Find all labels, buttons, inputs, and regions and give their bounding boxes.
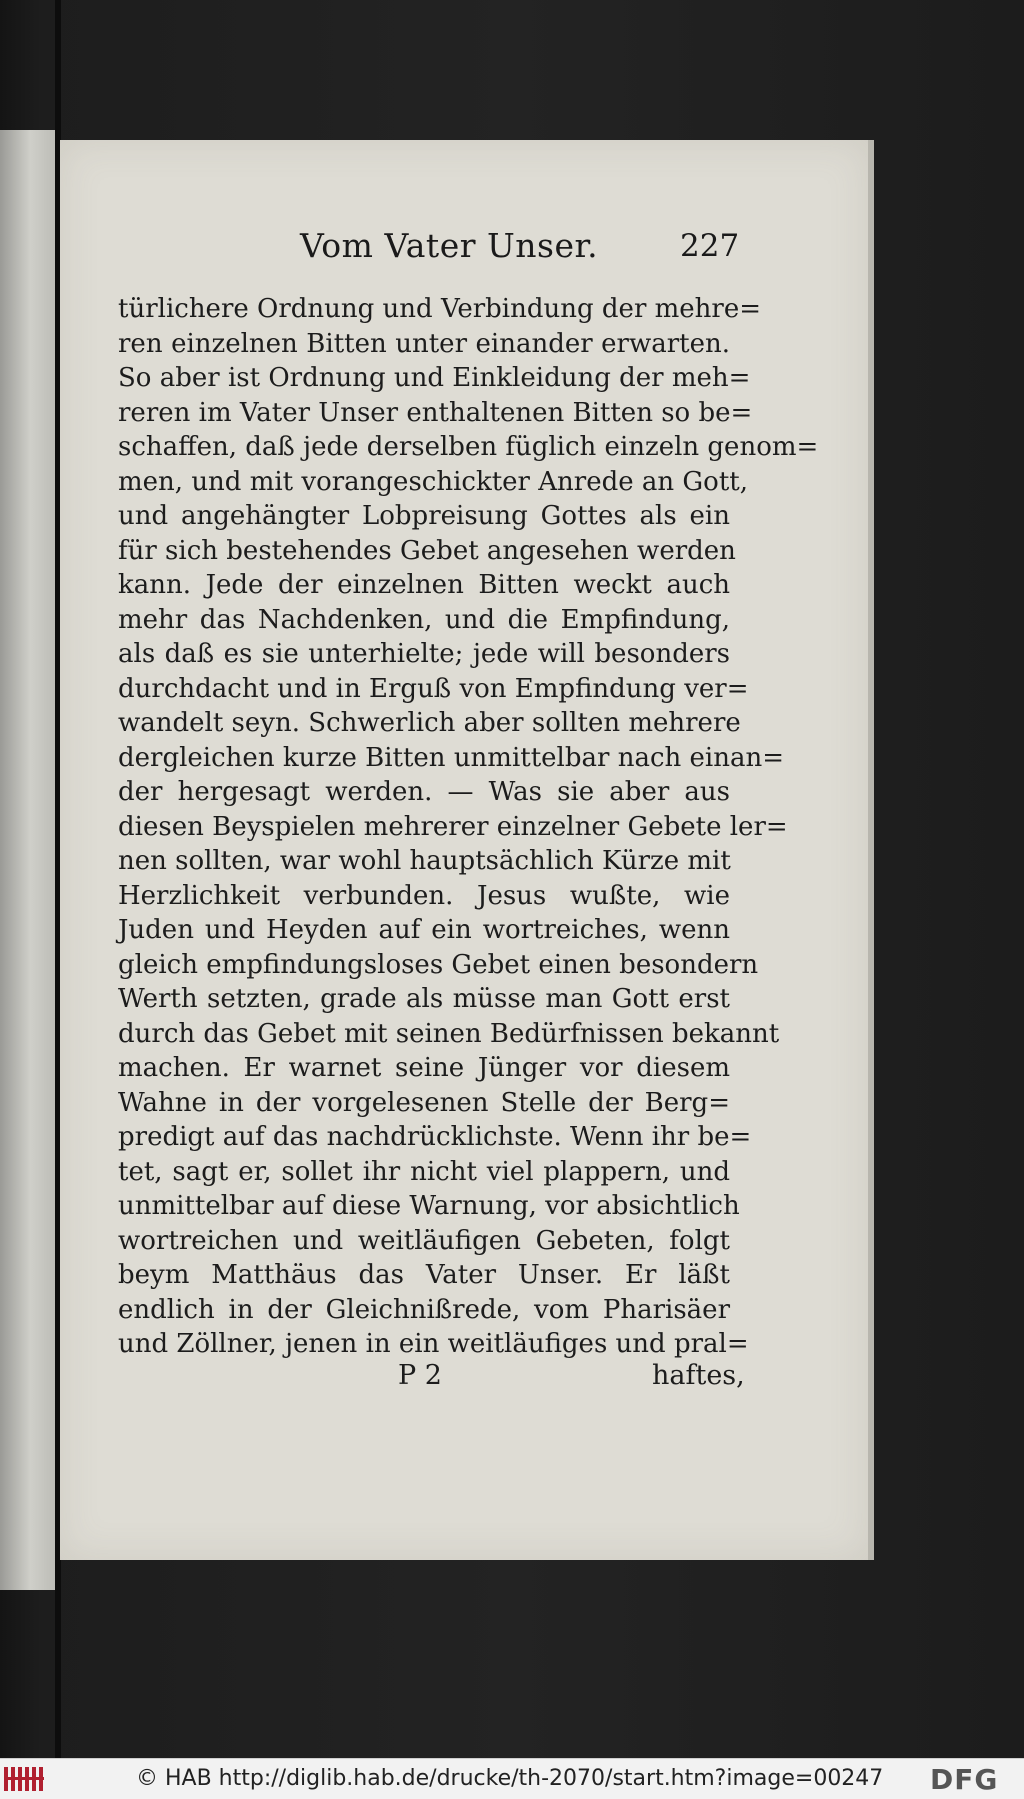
text-line: für sich bestehendes Gebet angesehen werden: [118, 535, 736, 566]
catchword: haftes,: [652, 1360, 745, 1391]
text-line: reren im Vater Unser enthaltenen Bitten so be=: [118, 397, 753, 428]
text-line: durchdacht und in Erguß von Empfindung ver=: [118, 673, 749, 704]
text-line: men, und mit vorangeschickter Anrede an Gott,: [118, 466, 748, 497]
page-edge: [868, 140, 874, 1560]
text-line: nen sollten, war wohl hauptsächlich Kürze mit: [118, 846, 731, 876]
body-text: [118, 292, 819, 1362]
text-line: Werth setzten, grade als müsse man Gott erst: [118, 984, 730, 1014]
footer-bar: [0, 1758, 1024, 1799]
text-line: türlichere Ordnung und Verbindung der mehre=: [118, 294, 762, 324]
text-line: endlich in der Gleichnißrede, vom Pharisäer: [118, 1294, 730, 1325]
running-head: Vom Vater Unser.: [300, 226, 599, 265]
hab-logo-icon: [4, 1765, 48, 1793]
text-line: und Zöllner, jenen in ein weitläufiges und pral=: [118, 1329, 749, 1359]
text-line: der hergesagt werden. — Was sie aber aus: [118, 777, 730, 807]
text-line: mehr das Nachdenken, und die Empfindung,: [118, 604, 730, 635]
text-line: So aber ist Ordnung und Einkleidung der meh=: [118, 363, 751, 393]
text-line: diesen Beyspielen mehrerer einzelner Gebete ler=: [118, 811, 788, 842]
signature-mark: P 2: [398, 1360, 442, 1391]
text-line: Herzlichkeit verbunden. Jesus wußte, wie: [118, 880, 730, 911]
text-line: und angehängter Lobpreisung Gottes als ein: [118, 501, 730, 531]
text-line: unmittelbar auf diese Warnung, vor absichtlich: [118, 1191, 740, 1221]
text-line: predigt auf das nachdrücklichste. Wenn ihr be=: [118, 1122, 752, 1152]
text-line: durch das Gebet mit seinen Bedürfnissen bekannt: [118, 1018, 780, 1049]
text-line: ren einzelnen Bitten unter einander erwarten.: [118, 328, 730, 359]
source-link[interactable]: © HAB http://diglib.hab.de/drucke/th-2070/start.htm?image=00247: [136, 1766, 884, 1791]
text-line: als daß es sie unterhielte; jede will besonders: [118, 639, 730, 669]
text-line: schaffen, daß jede derselben füglich einzeln genom=: [118, 432, 819, 462]
text-line: wandelt seyn. Schwerlich aber sollten mehrere: [118, 708, 741, 738]
text-line: tet, sagt er, sollet ihr nicht viel plappern, und: [118, 1156, 730, 1187]
page-number: 227: [680, 228, 740, 264]
dfg-logo: DFG: [930, 1763, 999, 1796]
text-line: machen. Er warnet seine Jünger vor diesem: [118, 1053, 730, 1083]
text-line: kann. Jede der einzelnen Bitten weckt auch: [118, 570, 730, 600]
text-line: dergleichen kurze Bitten unmittelbar nach einan=: [118, 742, 785, 773]
previous-page-edge: [0, 130, 55, 1590]
text-line: Wahne in der vorgelesenen Stelle der Berg=: [118, 1087, 730, 1118]
text-line: Juden und Heyden auf ein wortreiches, wenn: [118, 915, 730, 945]
text-line: beym Matthäus das Vater Unser. Er läßt: [118, 1260, 730, 1290]
text-line: gleich empfindungsloses Gebet einen besondern: [118, 949, 759, 980]
text-line: wortreichen und weitläufigen Gebeten, folgt: [118, 1225, 730, 1256]
